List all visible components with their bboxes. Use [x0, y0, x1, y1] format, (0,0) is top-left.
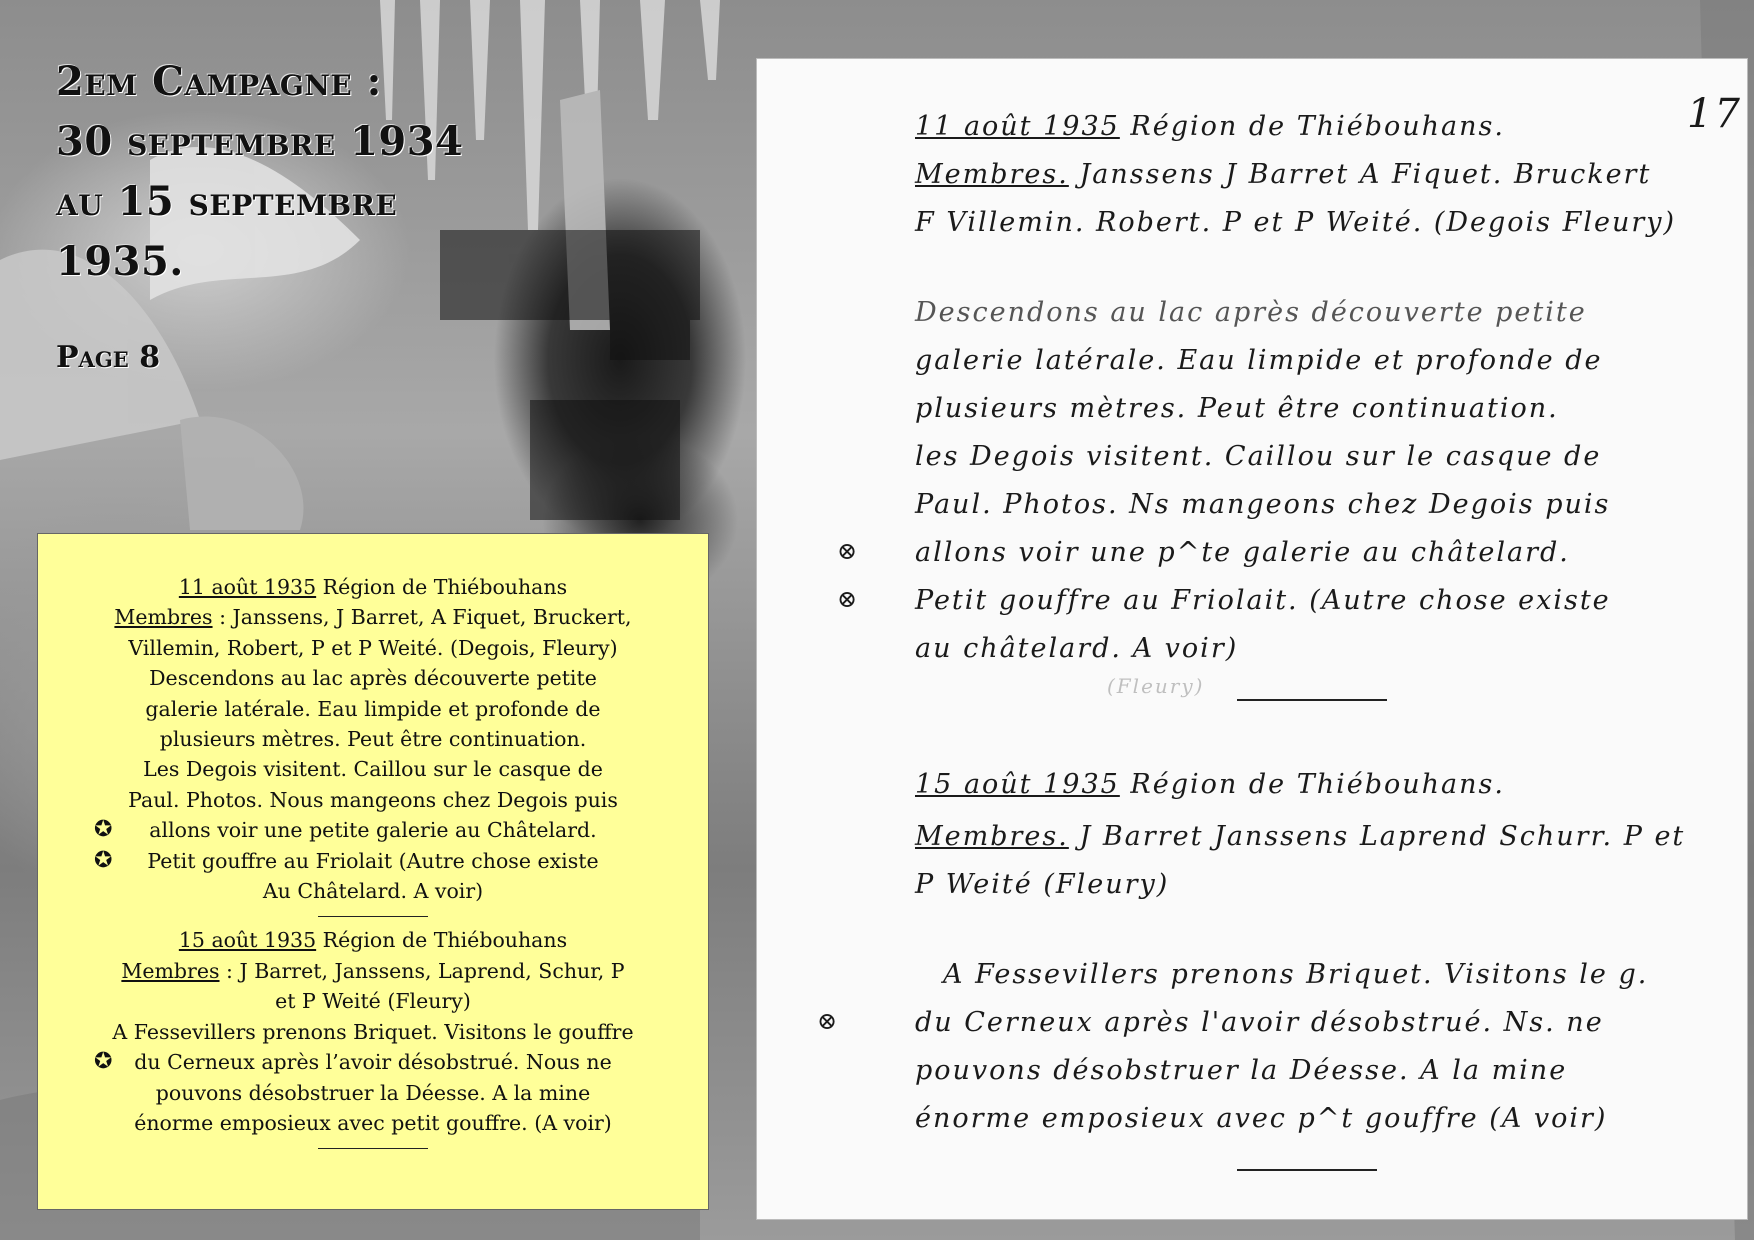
entry-1-line: Paul. Photos. Nous mangeons chez Degois puis [128, 787, 618, 812]
scan-entry-2-line: du Cerneux après l'avoir désobstrué. Ns. ne [915, 1007, 1604, 1038]
title-line-2: 30 septembre 1934 [56, 118, 464, 165]
scan-entry-1-line: Petit gouffre au Friolait. (Autre chose existe [915, 585, 1611, 616]
entry-2-members-cont: et P Weité (Fleury) [275, 989, 471, 1014]
entry-1-heading [68, 572, 678, 602]
scan-entry-2-line: énorme emposieux avec p^t gouffre (A voir) [915, 1103, 1608, 1134]
entry-1-line: allons voir une petite galerie au Châtelard. [149, 818, 597, 843]
entry-1-line-starred [68, 815, 678, 845]
entry-2-members [68, 956, 678, 986]
entry-2-heading [68, 925, 678, 955]
separator [318, 1148, 428, 1149]
scan-entry-2-region: Région de Thiébouhans. [1130, 769, 1505, 800]
entry-2-date: 15 août 1935 [178, 928, 317, 953]
cross-circle-icon: ⊗ [837, 585, 858, 613]
entry-2-line: du Cerneux après l’avoir désobstrué. Nous ne [134, 1050, 612, 1075]
entry-2-region: Région de Thiébouhans [322, 928, 568, 953]
star-icon: ✪ [94, 1049, 113, 1075]
scan-entry-2-members-label: Membres. [915, 821, 1069, 852]
entry-1-members [68, 602, 678, 632]
cross-circle-icon: ⊗ [817, 1007, 838, 1035]
entry-1-members-cont: Villemin, Robert, P et P Weité. (Degois, Fleury) [128, 635, 618, 660]
scan-entry-1-line: les Degois visitent. Caillou sur le casque de [915, 441, 1602, 472]
transcription-box [37, 533, 709, 1210]
page-label: Page 8 [56, 340, 161, 375]
entry-1-date: 11 août 1935 [178, 575, 317, 599]
entry-2-line: pouvons désobstruer la Déesse. A la mine [155, 1080, 591, 1105]
scan-entry-1-members-label: Membres. [915, 159, 1069, 190]
scan-entry-1-region: Région de Thiébouhans. [1130, 111, 1505, 142]
title-line-4: 1935. [56, 238, 184, 285]
scan-faint-text: (Fleury) [1107, 674, 1205, 698]
entry-1-line: galerie latérale. Eau limpide et profonde de [145, 696, 601, 721]
scan-entry-1-heading [915, 111, 1505, 142]
scan-entry-2-line: pouvons désobstruer la Déesse. A la mine [915, 1055, 1568, 1086]
campaign-title [56, 52, 516, 292]
entry-1-line-starred [68, 846, 678, 876]
entry-2-line: A Fessevillers prenons Briquet. Visitons le gouffre [112, 1019, 634, 1044]
star-icon: ✪ [94, 817, 113, 843]
entry-1-members-label: Membres [114, 605, 213, 630]
scan-separator [1237, 699, 1387, 701]
scan-entry-2-members-cont: P Weité (Fleury) [915, 869, 1170, 900]
scanned-notebook-page [757, 59, 1747, 1219]
scan-entry-1-line: Descendons au lac après découverte petite [915, 297, 1587, 328]
title-line-3: au 15 septembre [56, 178, 398, 225]
title-line-1: 2em Campagne : [56, 58, 382, 105]
entry-2-members-label: Membres [121, 958, 220, 983]
entry-1-line: Au Châtelard. A voir) [262, 879, 484, 904]
entry-1-line: Descendons au lac après découverte petite [149, 666, 597, 691]
scan-entry-2-line: A Fessevillers prenons Briquet. Visitons le g. [943, 959, 1649, 990]
scan-entry-1-members-cont: F Villemin. Robert. P et P Weité. (Degois Fleury) [915, 207, 1677, 238]
entry-1-members-text: : Janssens, J Barret, A Fiquet, Bruckert, [212, 605, 632, 630]
entry-2-line: énorme emposieux avec petit gouffre. (A voir) [134, 1110, 612, 1135]
entry-2-line-starred [68, 1047, 678, 1077]
entry-2-members-text: : J Barret, Janssens, Laprend, Schur, P [219, 958, 625, 983]
scan-entry-2-members [915, 821, 1685, 852]
entry-1-line: Petit gouffre au Friolait (Autre chose existe [147, 848, 599, 873]
scan-entry-1-line: galerie latérale. Eau limpide et profonde de [915, 345, 1603, 376]
page-number: 17 [1687, 91, 1742, 137]
scan-entry-1-line: allons voir une p^te galerie au châtelard. [915, 537, 1570, 568]
scan-entry-1-line: plusieurs mètres. Peut être continuation. [915, 393, 1559, 424]
scan-entry-1-members [915, 159, 1651, 190]
entry-1-line: Les Degois visitent. Caillou sur le casque de [143, 757, 603, 782]
entry-1-line: plusieurs mètres. Peut être continuation. [159, 727, 587, 752]
scan-entry-1-line: Paul. Photos. Ns mangeons chez Degois puis [915, 489, 1611, 520]
separator [318, 916, 428, 917]
star-icon: ✪ [94, 847, 113, 873]
scan-entry-1-members-text: Janssens J Barret A Fiquet. Bruckert [1079, 159, 1652, 190]
cross-circle-icon: ⊗ [837, 537, 858, 565]
scan-entry-1-date: 11 août 1935 [915, 111, 1120, 142]
scan-entry-2-date: 15 août 1935 [915, 769, 1120, 800]
scan-entry-2-members-text: J Barret Janssens Laprend Schurr. P et [1079, 821, 1686, 852]
entry-1-region: Région de Thiébouhans [322, 575, 568, 599]
scan-separator [1237, 1169, 1377, 1171]
scan-entry-2-heading [915, 769, 1505, 800]
scan-entry-1-line: au châtelard. A voir) [915, 633, 1239, 664]
